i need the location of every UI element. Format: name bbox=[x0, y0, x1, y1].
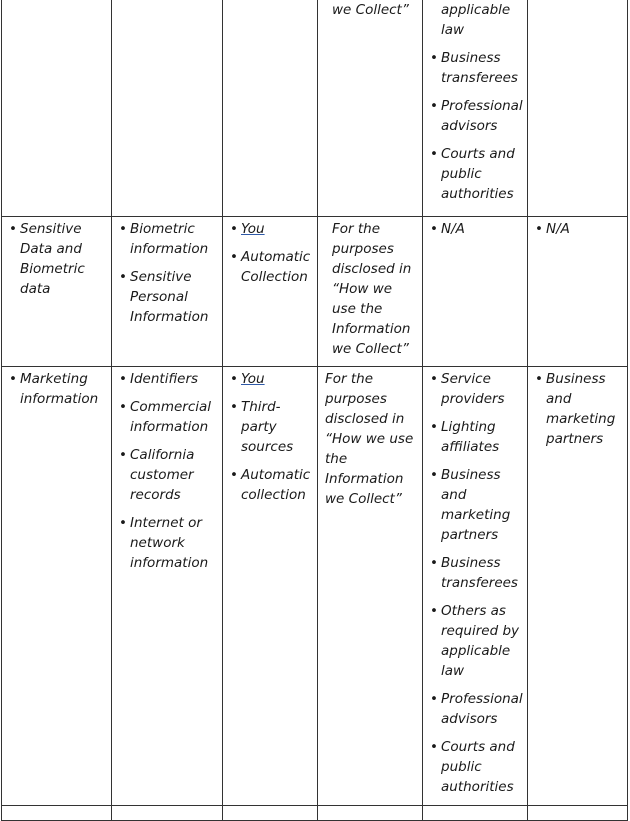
sources-cell bbox=[223, 217, 318, 367]
list-item: • Commercial information bbox=[112, 397, 222, 437]
purposes-text: For the purposes disclosed in “How we use the Information we Collect” bbox=[325, 371, 414, 507]
list-item: • Business and marketing partners bbox=[528, 369, 627, 449]
list-item: • Courts and public authorities bbox=[423, 737, 527, 797]
list-item: • Biometric information bbox=[112, 219, 222, 259]
list-item: • Professional advisors bbox=[423, 96, 527, 136]
table-row bbox=[2, 0, 628, 217]
list-item: • Lighting affiliates bbox=[423, 417, 527, 457]
list-item: • Marketing information bbox=[2, 369, 111, 409]
list-item: • Internet or network information bbox=[112, 513, 222, 573]
list-item: • Identifiers bbox=[112, 369, 222, 389]
table-row bbox=[2, 367, 628, 806]
sources-cell bbox=[223, 367, 318, 806]
list-item: • N/A bbox=[528, 219, 627, 239]
sold-shared-cell bbox=[528, 217, 628, 367]
examples-cell bbox=[112, 0, 223, 217]
you-link[interactable]: You bbox=[241, 371, 265, 387]
list-item: • Courts and public authorities bbox=[423, 144, 527, 204]
list-item: • Automatic collection bbox=[223, 465, 317, 505]
list-item: • Third-party sources bbox=[223, 397, 317, 457]
table-row bbox=[2, 217, 628, 367]
purposes-text: For the purposes disclosed in “How we use the Information we Collect” bbox=[332, 221, 412, 357]
purposes-cell bbox=[318, 367, 423, 806]
list-item: • Professional advisors bbox=[423, 689, 527, 729]
table-row bbox=[2, 806, 628, 821]
category-cell bbox=[2, 0, 112, 217]
list-item: • California customer records bbox=[112, 445, 222, 505]
sold-shared-cell bbox=[528, 367, 628, 806]
list-item: • Business transferees bbox=[423, 48, 527, 88]
list-item: • Business and marketing partners bbox=[423, 465, 527, 545]
sources-cell bbox=[223, 0, 318, 217]
privacy-disclosure-table bbox=[1, 0, 628, 821]
list-item bbox=[223, 219, 317, 239]
list-item: • Business transferees bbox=[423, 553, 527, 593]
you-link[interactable]: You bbox=[241, 221, 265, 237]
category-cell bbox=[2, 217, 112, 367]
list-item: • Others as required by applicable law bbox=[423, 601, 527, 681]
purposes-text: we Collect” bbox=[332, 2, 409, 18]
list-item bbox=[223, 369, 317, 389]
disclosed-to-cell bbox=[423, 0, 528, 217]
examples-cell bbox=[112, 367, 223, 806]
disclosed-to-cell bbox=[423, 217, 528, 367]
list-item: • Sensitive Personal Information bbox=[112, 267, 222, 327]
disclosed-to-cell bbox=[423, 367, 528, 806]
list-item: • N/A bbox=[423, 219, 527, 239]
purposes-cell bbox=[318, 217, 423, 367]
category-cell bbox=[2, 367, 112, 806]
sold-shared-cell bbox=[528, 0, 628, 217]
list-item: • Service providers bbox=[423, 369, 527, 409]
list-item: applicable law bbox=[441, 2, 511, 38]
list-item: • Automatic Collection bbox=[223, 247, 317, 287]
examples-cell bbox=[112, 217, 223, 367]
list-item: • Sensitive Data and Biometric data bbox=[2, 219, 111, 299]
purposes-cell bbox=[318, 0, 423, 217]
